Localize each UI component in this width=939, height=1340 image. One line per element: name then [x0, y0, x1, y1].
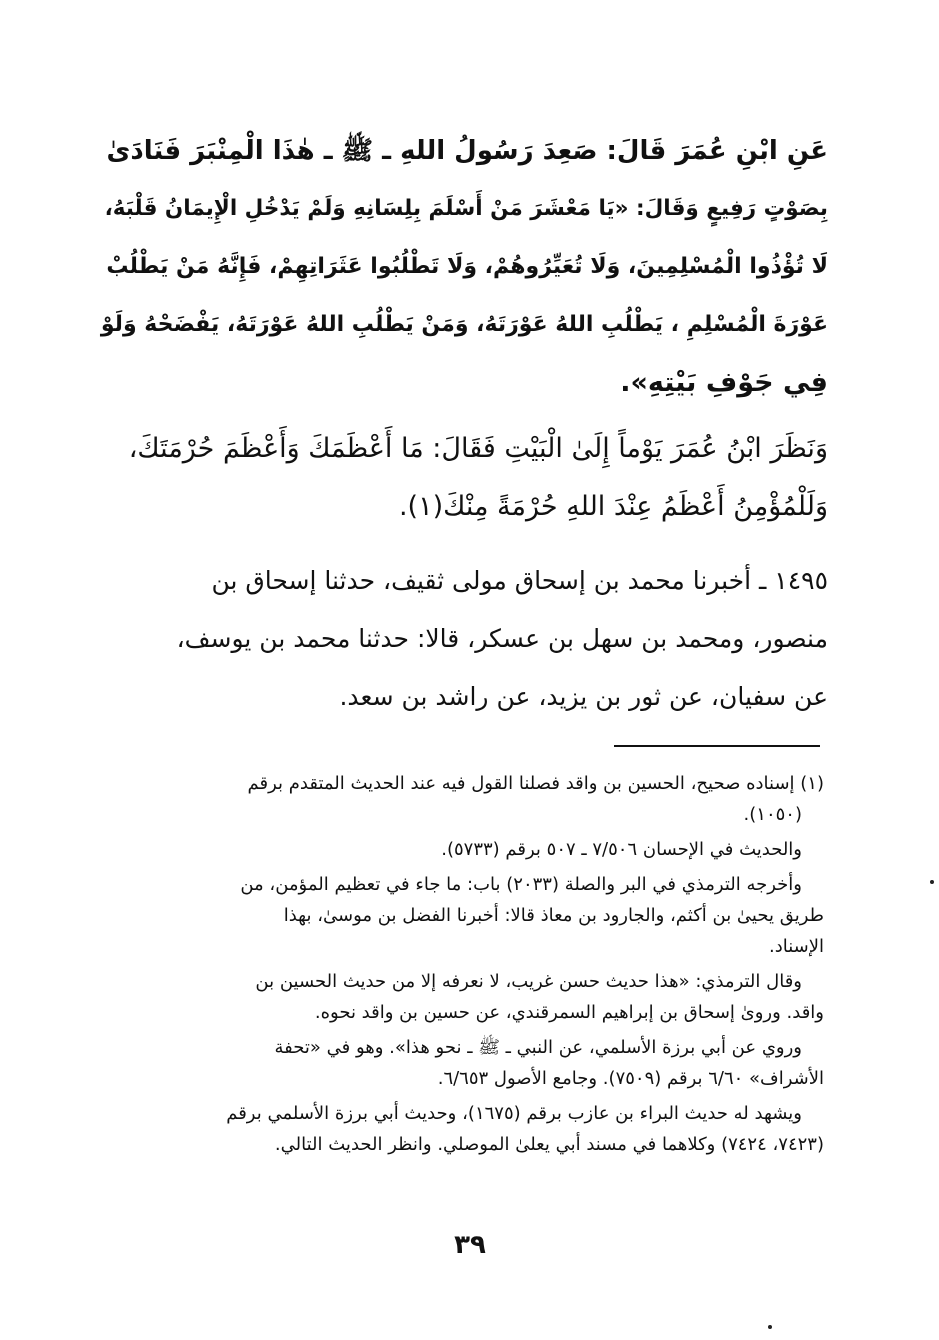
- text-line: لَا تُؤْذُوا الْمُسْلِمِينَ، وَلَا تُعَيِّرُوهُمْ، وَلَا تَطْلُبُوا عَثَرَاتِهِمْ، فَإِنَّهُ مَنْ يَطْلُبْ: [106, 254, 828, 279]
- footnote-line: ويشهد له حديث البراء بن عازب برقم (١٦٧٥)، وحديث أبي برزة الأسلمي برقم: [226, 1103, 802, 1124]
- hadith-paragraph-1: [100, 122, 828, 412]
- footnote-line: (٧٤٢٣، ٧٤٢٤) وكلاهما في مسند أبي يعلىٰ الموصلي. وانظر الحديث التالي.: [274, 1134, 824, 1155]
- footnote-block: [108, 834, 824, 865]
- footnote-block: [108, 768, 824, 830]
- footnote-line: (١) إسناده صحيح، الحسين بن واقد فصلنا القول فيه عند الحديث المتقدم برقم: [247, 773, 824, 794]
- text-line: منصور، ومحمد بن سهل بن عسكر، قالا: حدثنا محمد بن يوسف،: [176, 624, 828, 653]
- footnote-block: [108, 869, 824, 962]
- footnote-line: الأشراف» ٦/٦٠ برقم (٧٥٠٩). وجامع الأصول ٦/٦٥٣.: [437, 1068, 824, 1089]
- footnote-block: [108, 1098, 824, 1160]
- footnotes: [108, 768, 824, 1164]
- footnote-line: واقد. وروىٰ إسحاق بن إبراهيم السمرقندي، عن حسين بن واقد نحوه.: [314, 1002, 824, 1023]
- isnad-paragraph: [100, 552, 828, 726]
- footnote-block: [108, 966, 824, 1028]
- footnote-line: وروي عن أبي برزة الأسلمي، عن النبي ـ ﷺ ـ نحو هذا». وهو في «تحفة: [274, 1037, 802, 1058]
- text-line: بِصَوْتٍ رَفِيعٍ وَقَالَ: «يَا مَعْشَرَ مَنْ أَسْلَمَ بِلِسَانِهِ وَلَمْ يَدْخُلِ الْإِيمَانُ قَلْبَهُ،: [104, 196, 828, 221]
- text-line: وَلَلْمُؤْمِنُ أَعْظَمُ عِنْدَ اللهِ حُرْمَةً مِنْكَ(١).: [398, 491, 828, 522]
- footnote-line: (١٠٥٠).: [743, 804, 802, 825]
- text-line: عَنِ ابْنِ عُمَرَ قَالَ: صَعِدَ رَسُولُ اللهِ ـ ﷺ ـ هٰذَا الْمِنْبَرَ فَنَادَىٰ: [106, 136, 828, 166]
- footnote-line: وقال الترمذي: «هذا حديث حسن غريب، لا نعرفه إلا من حديث الحسين بن: [255, 971, 802, 992]
- text-line: ١٤٩٥ ـ أخبرنا محمد بن إسحاق مولى ثقيف، حدثنا إسحاق بن: [211, 566, 828, 595]
- footnote-line: وأخرجه الترمذي في البر والصلة (٢٠٣٣) باب: ما جاء في تعظيم المؤمن، من: [240, 874, 802, 895]
- footnote-block: [108, 1032, 824, 1094]
- scan-speck: [768, 1325, 772, 1329]
- text-line: وَنَظَرَ ابْنُ عُمَرَ يَوْماً إِلَىٰ الْبَيْتِ فَقَالَ: مَا أَعْظَمَكَ وَأَعْظَمَ حُرْمَتَكَ،: [128, 433, 828, 464]
- footnote-line: الإسناد.: [768, 936, 824, 957]
- hadith-paragraph-2: [100, 420, 828, 536]
- text-line: عَوْرَةَ الْمُسْلِمِ ، يَطْلُبِ اللهُ عَوْرَتَهُ، وَمَنْ يَطْلُبِ اللهُ عَوْرَتَهُ، يَفْضَحْهُ وَلَوْ: [100, 312, 828, 337]
- footnote-line: والحديث في الإحسان ٧/٥٠٦ ـ ٥٠٧ برقم (٥٧٣٣).: [441, 839, 802, 860]
- page-number: ٣٩: [454, 1230, 486, 1260]
- text-line: عن سفيان، عن ثور بن يزيد، عن راشد بن سعد.: [339, 682, 828, 711]
- footnote-line: طريق يحيىٰ بن أكثم، والجارود بن معاذ قالا: أخبرنا الفضل بن موسىٰ، بهذا: [283, 905, 824, 926]
- footnote-divider: [614, 745, 820, 747]
- text-line: فِي جَوْفِ بَيْتِهِ».: [620, 367, 828, 398]
- scan-speck: [930, 880, 934, 884]
